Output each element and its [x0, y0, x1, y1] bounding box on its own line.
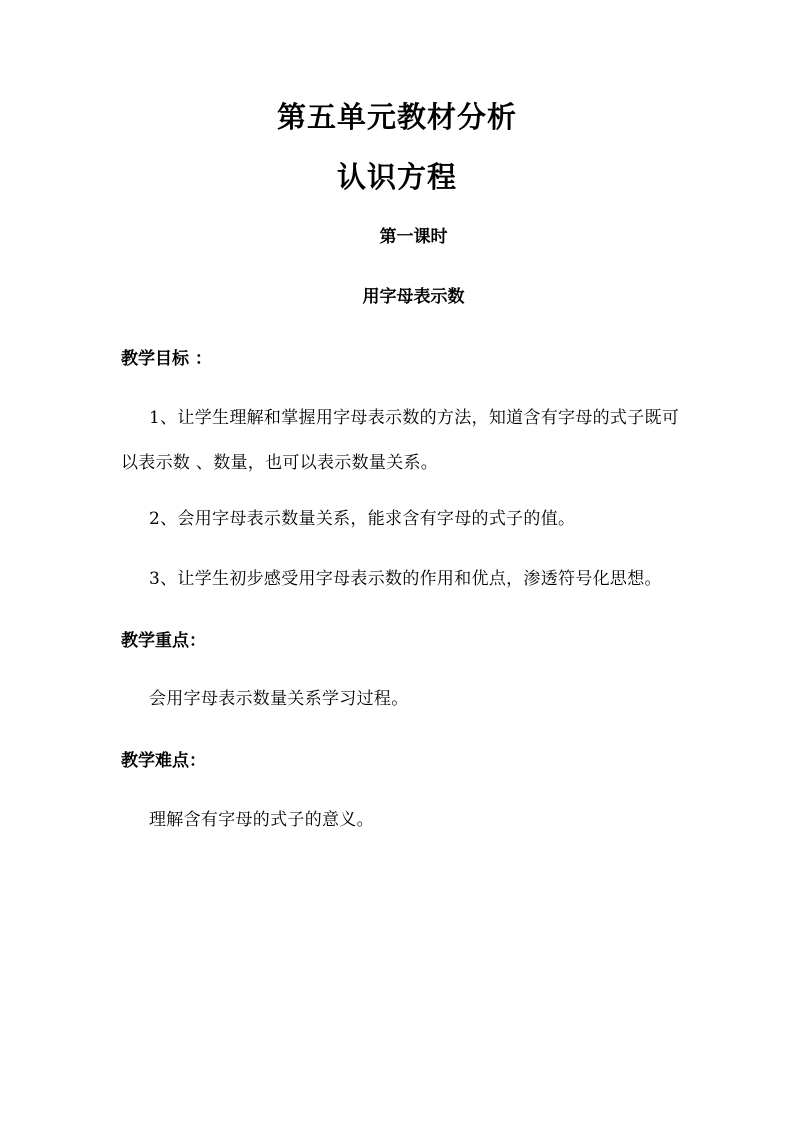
difficulties-heading: 教学难点： [121, 751, 206, 771]
lesson-number: 第一课时 [379, 227, 448, 247]
goals-heading: 教学目标 ： [121, 349, 212, 369]
document-title: 第五单元教材分析 [276, 100, 517, 134]
document-subtitle: 认识方程 [336, 160, 457, 194]
key-points-heading: 教学重点： [121, 631, 206, 651]
lesson-topic: 用字母表示数 [362, 287, 465, 307]
key-points-text: 会用字母表示数量关系学习过程。 [149, 689, 409, 709]
goal-item-1: 1、让学生理解和掌握用字母表示数的方法，知道含有字母的式子既可以表示数 、数量，也可以表示数量关系。 [121, 408, 680, 473]
goal-item-2: 2、会用字母表示数量关系，能求含有字母的式子的值。 [149, 509, 576, 529]
goal-item-3: 3、让学生初步感受用字母表示数的作用和优点，渗透符号化思想。 [149, 569, 662, 589]
difficulties-text: 理解含有字母的式子的意义。 [149, 810, 374, 830]
